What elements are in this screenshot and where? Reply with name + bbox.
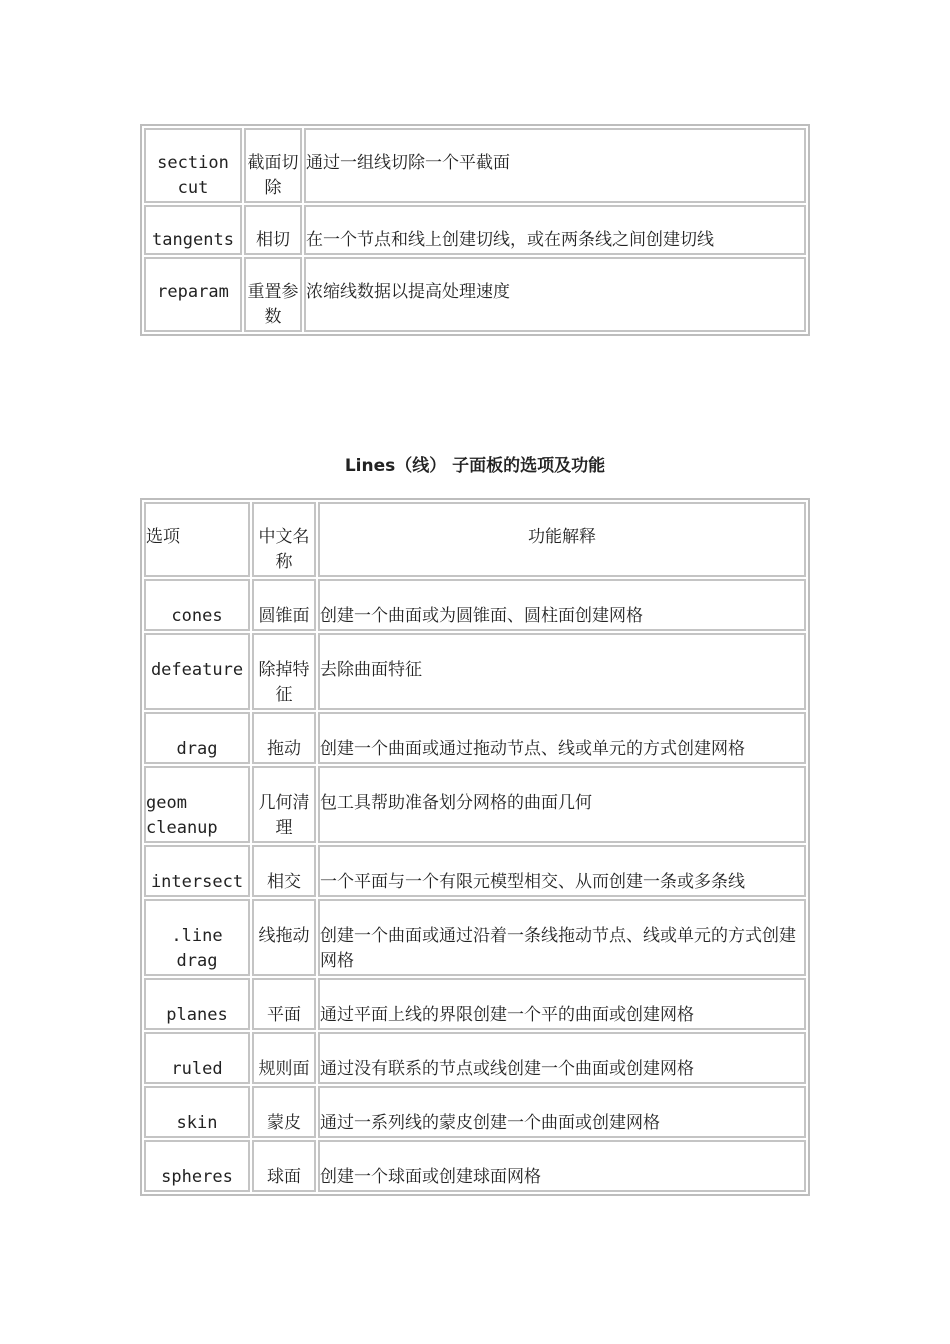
header-chinese-name: 中文名称 xyxy=(252,502,316,577)
option-cell: section cut xyxy=(144,128,242,203)
option-cell: .line drag xyxy=(144,899,250,976)
chinese-name-cell: 球面 xyxy=(252,1140,316,1192)
table-row xyxy=(144,1086,806,1138)
option-cell: drag xyxy=(144,712,250,764)
table-row xyxy=(144,205,806,255)
chinese-name-cell: 截面切除 xyxy=(244,128,302,203)
table-row xyxy=(144,978,806,1030)
option-cell: ruled xyxy=(144,1032,250,1084)
chinese-name-cell: 拖动 xyxy=(252,712,316,764)
description-cell: 创建一个曲面或为圆锥面、圆柱面创建网格 xyxy=(318,579,806,631)
description-cell: 通过没有联系的节点或线创建一个曲面或创建网格 xyxy=(318,1032,806,1084)
chinese-name-cell: 线拖动 xyxy=(252,899,316,976)
table-caption: Lines（线） 子面板的选项及功能 xyxy=(344,456,606,476)
table-row xyxy=(144,1032,806,1084)
chinese-name-cell: 除掉特征 xyxy=(252,633,316,710)
description-cell: 浓缩线数据以提高处理速度 xyxy=(304,257,806,332)
option-cell: reparam xyxy=(144,257,242,332)
header-description: 功能解释 xyxy=(318,502,806,577)
option-cell: tangents xyxy=(144,205,242,255)
option-cell: planes xyxy=(144,978,250,1030)
chinese-name-cell: 蒙皮 xyxy=(252,1086,316,1138)
option-cell: cones xyxy=(144,579,250,631)
option-cell: geom cleanup xyxy=(144,766,250,843)
table-row xyxy=(144,633,806,710)
description-cell: 包工具帮助准备划分网格的曲面几何 xyxy=(318,766,806,843)
table-header-row xyxy=(144,502,806,577)
description-cell: 在一个节点和线上创建切线，或在两条线之间创建切线 xyxy=(304,205,806,255)
chinese-name-cell: 圆锥面 xyxy=(252,579,316,631)
description-cell: 创建一个曲面或通过拖动节点、线或单元的方式创建网格 xyxy=(318,712,806,764)
table-row xyxy=(144,579,806,631)
description-cell: 一个平面与一个有限元模型相交、从而创建一条或多条线 xyxy=(318,845,806,897)
table-row xyxy=(144,712,806,764)
description-cell: 创建一个曲面或通过沿着一条线拖动节点、线或单元的方式创建网格 xyxy=(318,899,806,976)
chinese-name-cell: 平面 xyxy=(252,978,316,1030)
table-row xyxy=(144,766,806,843)
description-cell: 通过一组线切除一个平截面 xyxy=(304,128,806,203)
option-cell: intersect xyxy=(144,845,250,897)
description-cell: 创建一个球面或创建球面网格 xyxy=(318,1140,806,1192)
chinese-name-cell: 相交 xyxy=(252,845,316,897)
options-table-continued xyxy=(140,124,810,336)
chinese-name-cell: 重置参数 xyxy=(244,257,302,332)
chinese-name-cell: 规则面 xyxy=(252,1032,316,1084)
table-row xyxy=(144,1140,806,1192)
option-cell: skin xyxy=(144,1086,250,1138)
option-cell: spheres xyxy=(144,1140,250,1192)
table-row xyxy=(144,845,806,897)
header-option: 选项 xyxy=(144,502,250,577)
lines-options-table xyxy=(140,498,810,1196)
option-cell: defeature xyxy=(144,633,250,710)
chinese-name-cell: 几何清理 xyxy=(252,766,316,843)
table-row xyxy=(144,128,806,203)
table-row xyxy=(144,899,806,976)
description-cell: 去除曲面特征 xyxy=(318,633,806,710)
chinese-name-cell: 相切 xyxy=(244,205,302,255)
description-cell: 通过平面上线的界限创建一个平的曲面或创建网格 xyxy=(318,978,806,1030)
table-row xyxy=(144,257,806,332)
description-cell: 通过一系列线的蒙皮创建一个曲面或创建网格 xyxy=(318,1086,806,1138)
